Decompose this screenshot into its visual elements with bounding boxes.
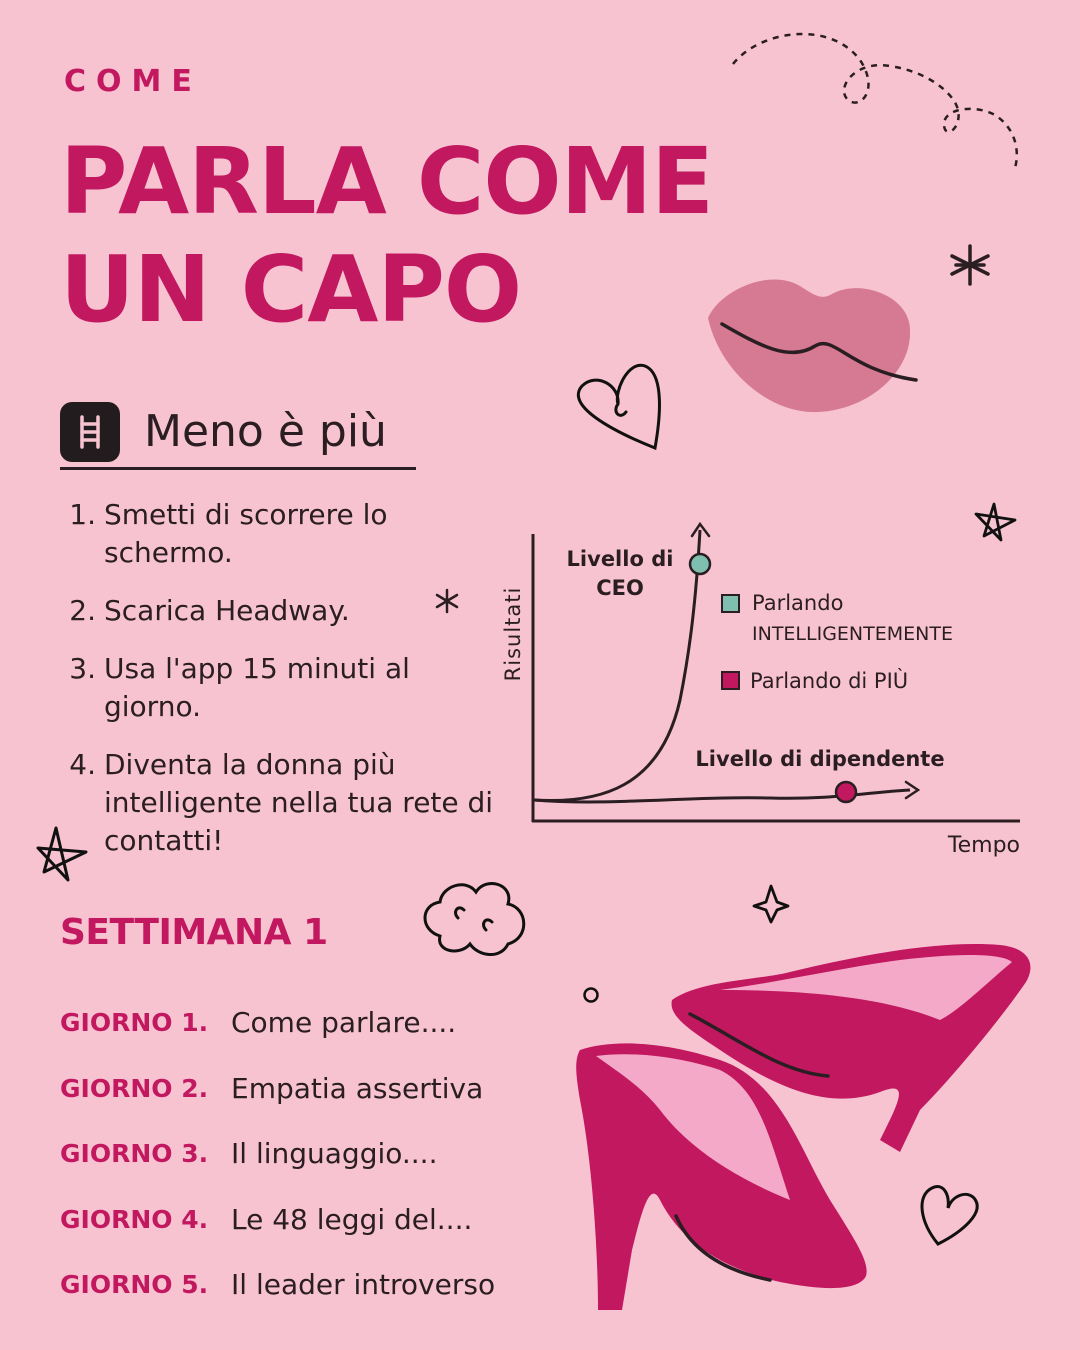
y-axis-label: Risultati [501,586,525,682]
kicker-label: COME [64,64,202,99]
list-item [60,1056,580,1122]
day-label: GIORNO 2. [60,1073,209,1103]
cloud-icon [425,883,524,954]
page-title [60,128,820,344]
list-item [60,1121,580,1187]
day-title: Il linguaggio.... [231,1137,438,1171]
steps-list [64,496,494,880]
heart-icon [922,1187,977,1244]
list-item [60,990,580,1056]
circle-doodle-icon [585,989,598,1002]
data-point-employee [836,782,856,802]
day-title: Come parlare.... [231,1006,457,1040]
day-label: GIORNO 1. [60,1008,209,1038]
week-title: SETTIMANA 1 [60,912,328,953]
subhead-text: Meno è più [144,406,387,457]
legend-label-more: Parlando di PIÙ [750,669,909,693]
star-icon [754,886,788,922]
data-point-ceo [690,554,710,574]
annotation-ceo-line2: CEO [596,576,644,600]
list-item: 2. Scarica Headway. [69,594,350,627]
day-title: Le 48 leggi del.... [231,1202,473,1236]
legend-label-smart-2: INTELLIGENTEMENTE [752,623,953,645]
legend-label-smart-1: Parlando [752,591,844,615]
annotation-employee: Livello di dipendente [695,747,945,771]
list-item [60,1187,580,1253]
title-line-2: UN CAPO [60,236,522,343]
x-axis-label: Tempo [947,833,1020,858]
annotation-ceo-line1: Livello di [566,547,674,571]
day-label: GIORNO 3. [60,1139,209,1169]
heart-icon [578,365,659,448]
day-label: GIORNO 5. [60,1270,209,1300]
day-title: Il leader introverso [231,1268,496,1302]
growth-chart [490,500,1030,870]
legend-swatch-more [722,672,739,689]
list-item: 1. Smetti di scorrere lo schermo. [69,498,388,569]
asterisk-icon [952,246,988,284]
day-label: GIORNO 4. [60,1204,209,1234]
day-title: Empatia assertiva [231,1071,484,1105]
legend-swatch-smart [722,595,739,612]
title-line-1: PARLA COME [60,128,714,235]
list-item [60,1252,580,1318]
ladder-icon [60,402,120,462]
days-list [60,990,580,1318]
section-subhead [60,396,416,470]
list-item: 3. Usa l'app 15 minuti al giorno. [69,652,410,723]
list-item: 4. Diventa la donna più intelligente nella tua rete di contatti! [69,748,494,857]
